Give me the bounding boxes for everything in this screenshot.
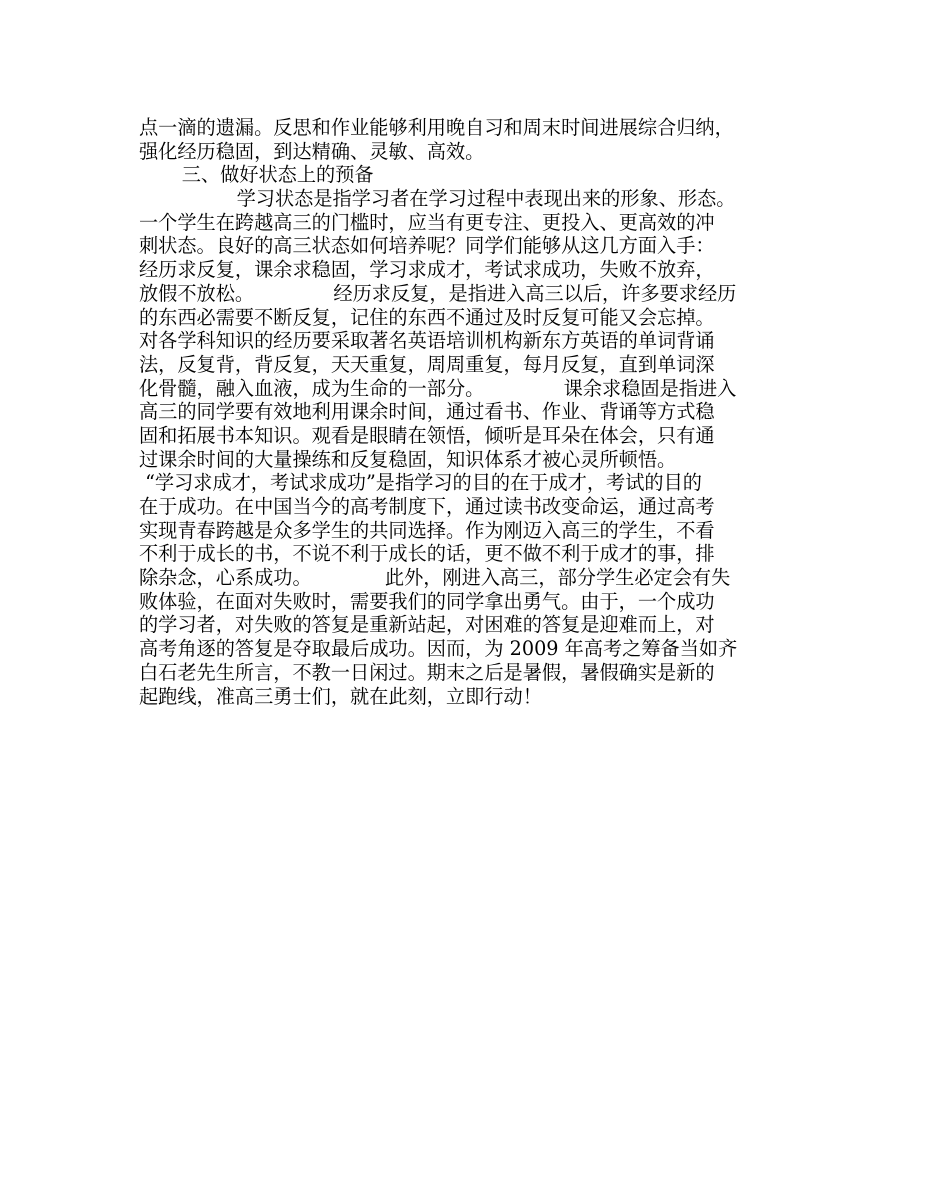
section-heading: 三、做好状态上的预备 [139,163,374,187]
text-line: 高三的同学要有效地利用课余时间，通过看书、作业、背诵等方式稳 [139,400,715,424]
text-line: 在于成功。在中国当今的高考制度下，通过读书改变命运，通过高考 [139,495,715,518]
text-line: 经历求反复，课余求稳固，学习求成才，考试求成功，失败不放弃， [139,258,715,282]
text-line: 法，反复背，背反复，天天重复，周周重复，每月反复，直到单词深 [139,352,715,376]
text-line: 白石老先生所言，不教一日闲过。期末之后是暑假，暑假确实是新的 [139,660,715,684]
text-line: 起跑线，准高三勇士们，就在此刻，立即行动！ [139,684,542,708]
text-line: 过课余时间的大量操练和反复稳固，知识体系才被心灵所顿悟。 [139,447,677,471]
text-line: 实现青春跨越是众多学生的共同选择。作为刚迈入高三的学生，不看 [139,518,715,542]
text-line: 化骨髓，融入血液，成为生命的一部分。 课余求稳固是指进入 [139,376,737,400]
text-line: 高考角逐的答复是夺取最后成功。因而，为 2009 年高考之筹备当如齐 [139,637,738,661]
text-line: 强化经历稳固，到达精确、灵敏、高效。 [139,139,485,163]
text-line: 放假不放松。 经历求反复，是指进入高三以后，许多要求经历 [139,281,737,305]
text-line: 学习状态是指学习者在学习过程中表现出来的形象、形态。 [139,187,736,211]
text-line: 对各学科知识的经历要采取著名英语培训机构新东方英语的单词背诵 [139,329,715,353]
text-line: 除杂念，心系成功。 此外，刚进入高三，部分学生必定会有失 [139,566,731,590]
text-line: 不利于成长的书，不说不利于成长的话，更不做不利于成才的事，排 [139,542,715,566]
text-line: 的学习者，对失败的答复是重新站起，对困难的答复是迎难而上，对 [139,613,715,637]
text-line: 固和拓展书本知识。观看是眼睛在领悟，倾听是耳朵在体会，只有通 [139,423,715,447]
text-line: 一个学生在跨越高三的门槛时，应当有更专注、更投入、更高效的冲 [139,210,715,234]
text-line: 点一滴的遗漏。反思和作业能够利用晚自习和周末时间进展综合归纳， [139,116,734,139]
text-line: 刺状态。良好的高三状态如何培养呢？同学们能够从这几方面入手： [139,234,715,258]
text-line: “学习求成才，考试求成功”是指学习的目的在于成才，考试的目的 [139,471,702,495]
document-body [139,116,819,708]
text-line: 的东西必需要不断反复，记住的东西不通过及时反复可能又会忘掉。 [139,305,715,329]
text-line: 败体验，在面对失败时，需要我们的同学拿出勇气。由于，一个成功 [139,589,715,613]
